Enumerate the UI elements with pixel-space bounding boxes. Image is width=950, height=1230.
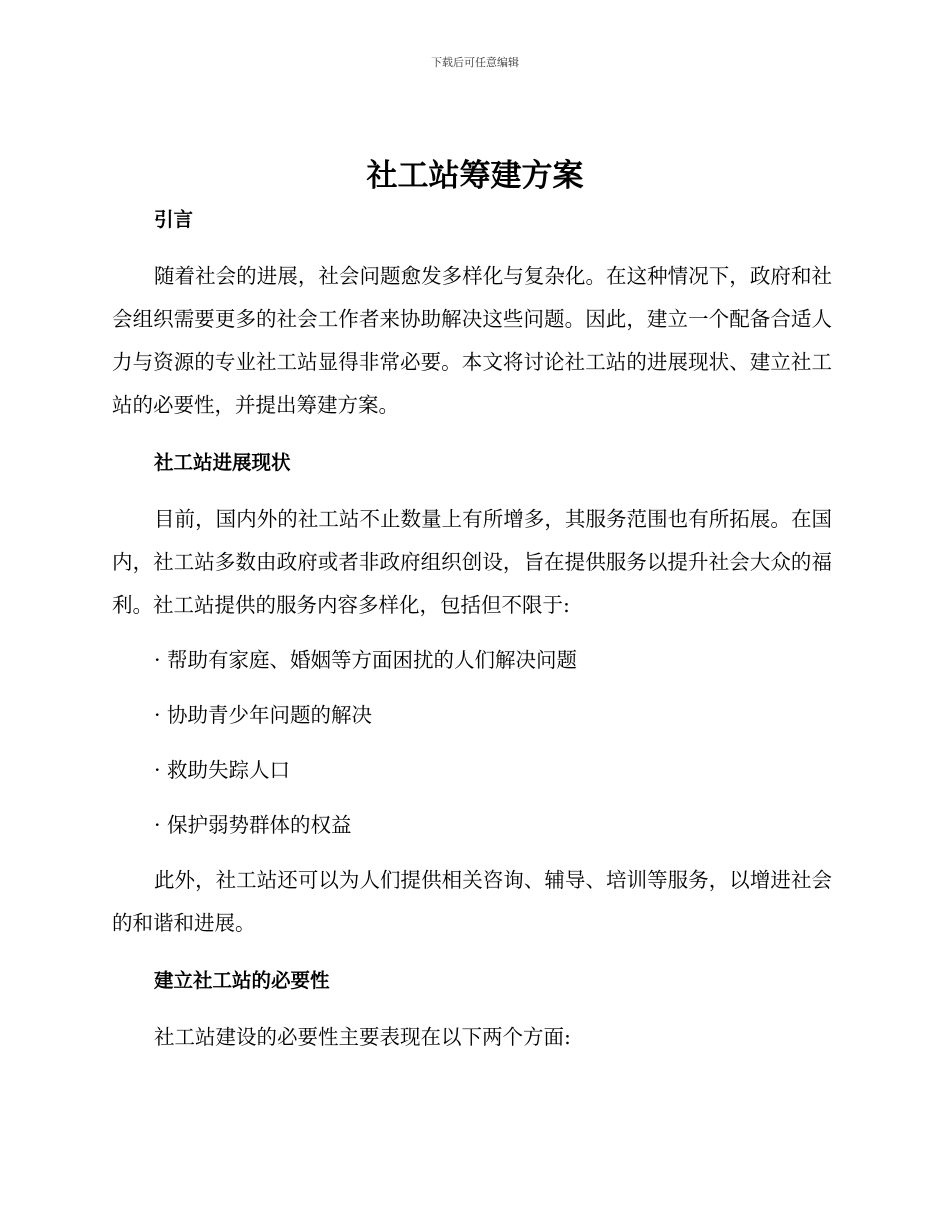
document-body <box>112 200 832 1059</box>
status-paragraph-2: 此外，社工站还可以为人们提供相关咨询、辅导、培训等服务，以增进社会的和谐和进展。 <box>112 868 832 935</box>
list-item: · 保护弱势群体的权益 <box>154 813 352 837</box>
list-item: · 帮助有家庭、婚姻等方面困扰的人们解决问题 <box>154 648 578 672</box>
list-item: · 救助失踪人口 <box>154 758 291 782</box>
page-header: 下载后可任意编辑 <box>431 56 519 69</box>
section-heading-necessity: 建立社工站的必要性 <box>154 969 330 992</box>
section-heading-status: 社工站进展现状 <box>154 451 291 474</box>
section-heading-intro: 引言 <box>154 208 194 231</box>
services-list <box>112 639 832 847</box>
status-paragraph: 目前，国内外的社工站不止数量上有所增多，其服务范围也有所拓展。在国内，社工站多数由政府或者非政府组织创设，旨在提供服务以提升社会大众的福利。社工站提供的服务内容多样化，包括但不限于: <box>112 507 832 617</box>
document-title: 社工站筹建方案 <box>366 158 584 194</box>
intro-paragraph: 随着社会的进展，社会问题愈发多样化与复杂化。在这种情况下，政府和社会组织需要更多的社会工作者来协助解决这些问题。因此，建立一个配备合适人力与资源的专业社工站显得非常必要。本文将讨论社工站的进展现状、建立社工站的必要性，并提出筹建方案。 <box>112 264 832 417</box>
list-item: · 协助青少年问题的解决 <box>154 703 373 727</box>
necessity-paragraph: 社工站建设的必要性主要表现在以下两个方面: <box>154 1025 571 1049</box>
